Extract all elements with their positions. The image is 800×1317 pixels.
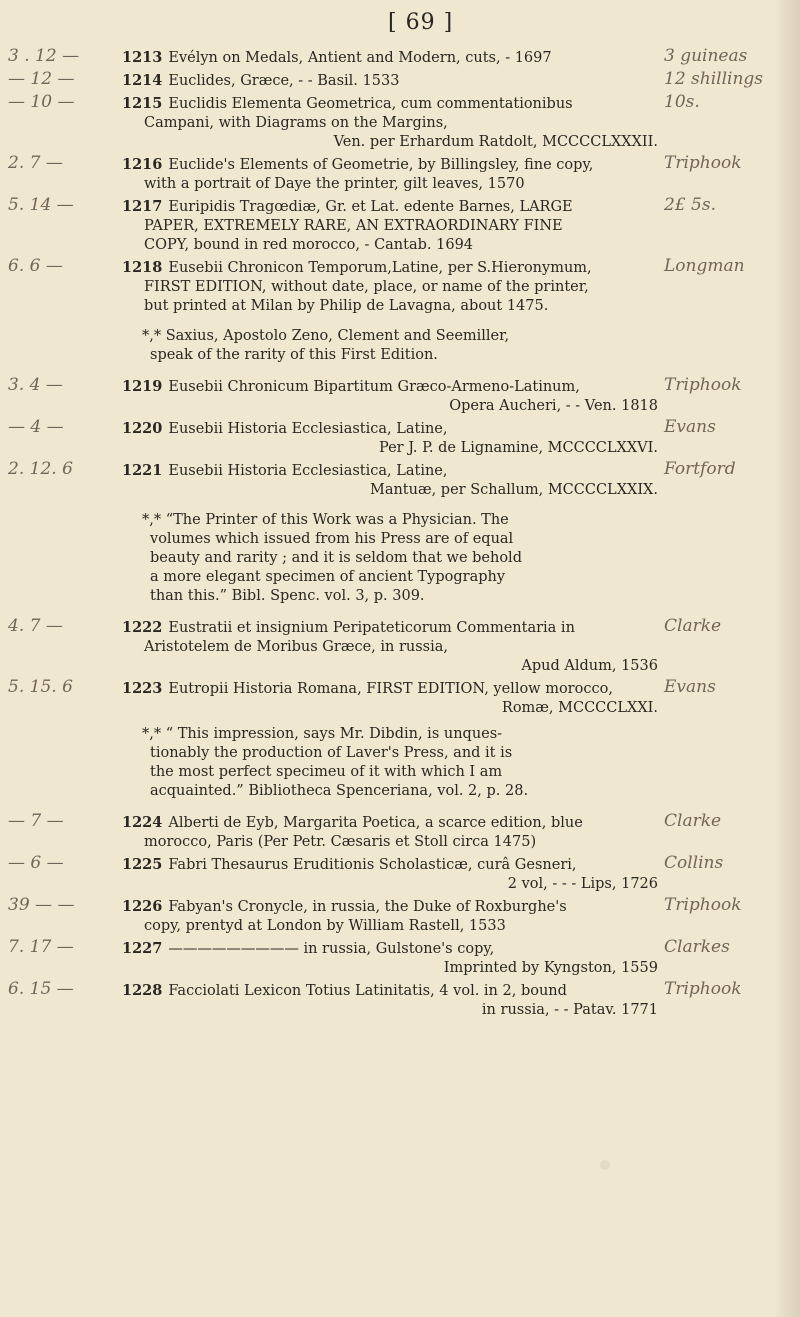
lot-title-line bbox=[122, 48, 662, 68]
margin-price-annotation: 7. 17 — bbox=[8, 937, 74, 957]
lot-text: Eusebii Chronicon Temporum,Latine, per S.Hieronymum, bbox=[168, 260, 592, 276]
lot-title-line bbox=[122, 679, 662, 699]
lot-number: 1223 bbox=[122, 680, 163, 697]
buyer-annotation: 3 guineas bbox=[664, 46, 748, 66]
buyer-annotation: Triphook bbox=[664, 979, 742, 999]
lot-title-line bbox=[122, 461, 662, 481]
lot-title-line bbox=[122, 939, 662, 959]
lot-number: 1228 bbox=[122, 982, 163, 999]
lot-title-line bbox=[122, 377, 662, 397]
bibliographic-note bbox=[142, 511, 662, 606]
buyer-annotation: 2£ 5s. bbox=[664, 195, 716, 215]
lot-title-line bbox=[122, 419, 662, 439]
lot-text: Euripidis Tragœdiæ, Gr. et Lat. edente Barnes, LARGE bbox=[168, 199, 573, 215]
note-line: beauty and rarity ; and it is seldom that we behold bbox=[150, 550, 522, 566]
lot-text: Aristotelem de Moribus Græce, in russia, bbox=[144, 639, 449, 655]
lot-text: PAPER, EXTREMELY RARE, AN EXTRAORDINARY FINE bbox=[144, 218, 563, 234]
lot-detail-line bbox=[122, 114, 662, 133]
note-line: the most perfect specimeu of it with which I am bbox=[150, 764, 503, 780]
lot-entry bbox=[122, 197, 662, 255]
lot-text: Opera Aucheri, - - Ven. 1818 bbox=[449, 398, 658, 414]
lot-text: Eusebii Chronicum Bipartitum Græco-Armeno-Latinum, bbox=[168, 379, 580, 395]
lot-number: 1215 bbox=[122, 95, 163, 112]
margin-price-annotation: — 10 — bbox=[8, 92, 75, 112]
lot-text: but printed at Milan by Philip de Lavagna, about 1475. bbox=[144, 298, 549, 314]
lot-text: Campani, with Diagrams on the Margins, bbox=[144, 115, 448, 131]
lot-detail-line bbox=[122, 278, 662, 297]
lot-detail-line bbox=[122, 638, 662, 657]
lot-title-line bbox=[122, 71, 662, 91]
buyer-annotation: Triphook bbox=[664, 153, 742, 173]
buyer-annotation: Evans bbox=[664, 677, 716, 697]
buyer-annotation: Clarke bbox=[664, 811, 722, 831]
lot-entry bbox=[122, 94, 662, 152]
lot-detail-line bbox=[122, 481, 662, 500]
lot-entry bbox=[122, 679, 662, 718]
lot-detail-line bbox=[122, 439, 662, 458]
lot-text: Eusebii Historia Ecclesiastica, Latine, bbox=[168, 463, 448, 479]
lot-title-line bbox=[122, 197, 662, 217]
lot-detail-line bbox=[122, 959, 662, 978]
margin-price-annotation: 5. 15. 6 bbox=[8, 677, 73, 697]
lot-detail-line bbox=[122, 397, 662, 416]
buyer-annotation: Triphook bbox=[664, 375, 742, 395]
lot-entry bbox=[122, 419, 662, 458]
lot-text: Eustratii et insignium Peripateticorum Commentaria in bbox=[168, 620, 575, 636]
lot-text: Fabri Thesaurus Eruditionis Scholasticæ, curâ Gesneri, bbox=[168, 857, 577, 873]
lot-text: Alberti de Eyb, Margarita Poetica, a scarce edition, blue bbox=[168, 815, 583, 831]
lot-number: 1225 bbox=[122, 856, 163, 873]
margin-price-annotation: — 6 — bbox=[8, 853, 64, 873]
lot-detail-line bbox=[122, 175, 662, 194]
note-line: *,* “ This impression, says Mr. Dibdin, is unques- bbox=[142, 726, 503, 742]
lot-entry bbox=[122, 939, 662, 978]
note-line: tionably the production of Laver's Press, and it is bbox=[150, 745, 513, 761]
note-line: than this.” Bibl. Spenc. vol. 3, p. 309. bbox=[150, 588, 425, 604]
lot-entry bbox=[122, 981, 662, 1020]
lot-text: in russia, - - Patav. 1771 bbox=[481, 1002, 658, 1018]
lot-text: Per J. P. de Lignamine, MCCCCLXXVI. bbox=[378, 440, 658, 456]
lot-entry bbox=[122, 258, 662, 316]
margin-price-annotation: 6. 15 — bbox=[8, 979, 74, 999]
buyer-annotation: Fortford bbox=[664, 459, 736, 479]
lot-entry bbox=[122, 897, 662, 936]
margin-price-annotation: 3 . 12 — bbox=[8, 46, 80, 66]
lot-title-line bbox=[122, 855, 662, 875]
bibliographic-note bbox=[142, 725, 662, 801]
lot-number: 1218 bbox=[122, 259, 163, 276]
lot-text: 2 vol, - - - Lips, 1726 bbox=[507, 876, 658, 892]
lot-text: Facciolati Lexicon Totius Latinitatis, 4 vol. in 2, bound bbox=[168, 983, 567, 999]
margin-price-annotation: 2. 12. 6 bbox=[8, 459, 73, 479]
lot-number: 1214 bbox=[122, 72, 163, 89]
foxing-spot bbox=[600, 1160, 610, 1170]
buyer-annotation: 12 shillings bbox=[664, 69, 764, 89]
lot-entry bbox=[122, 813, 662, 852]
lot-detail-line bbox=[122, 875, 662, 894]
lot-number: 1224 bbox=[122, 814, 163, 831]
lot-number: 1216 bbox=[122, 156, 163, 173]
lot-text: morocco, Paris (Per Petr. Cæsaris et Stoll circa 1475) bbox=[144, 834, 537, 850]
note-line: a more elegant specimen of ancient Typography bbox=[150, 569, 506, 585]
lot-number: 1226 bbox=[122, 898, 163, 915]
buyer-annotation: Longman bbox=[664, 256, 745, 276]
lot-detail-line bbox=[122, 133, 662, 152]
note-line: acquainted.” Bibliotheca Spenceriana, vol. 2, p. 28. bbox=[150, 783, 529, 799]
lot-text: FIRST EDITION, without date, place, or name of the printer, bbox=[144, 279, 589, 295]
lot-title-line bbox=[122, 618, 662, 638]
page-number: [ 69 ] bbox=[388, 10, 454, 35]
lot-detail-line bbox=[122, 699, 662, 718]
lot-text: Euclides, Græce, - - Basil. 1533 bbox=[168, 73, 400, 89]
margin-price-annotation: — 4 — bbox=[8, 417, 64, 437]
lot-number: 1213 bbox=[122, 49, 163, 66]
lot-text: Fabyan's Cronycle, in russia, the Duke of Roxburghe's bbox=[168, 899, 567, 915]
lot-title-line bbox=[122, 897, 662, 917]
lot-detail-line bbox=[122, 236, 662, 255]
lot-number: 1221 bbox=[122, 462, 163, 479]
lot-entry bbox=[122, 155, 662, 194]
lot-title-line bbox=[122, 258, 662, 278]
lot-text: copy, prentyd at London by William Rastell, 1533 bbox=[144, 918, 506, 934]
note-line: speak of the rarity of this First Edition. bbox=[150, 347, 438, 363]
lot-text: Imprinted by Kyngston, 1559 bbox=[443, 960, 658, 976]
lot-text: ————————— in russia, Gulstone's copy, bbox=[168, 941, 495, 957]
lot-text: with a portrait of Daye the printer, gilt leaves, 1570 bbox=[144, 176, 525, 192]
margin-price-annotation: 5. 14 — bbox=[8, 195, 74, 215]
lot-entry bbox=[122, 377, 662, 416]
lot-number: 1222 bbox=[122, 619, 163, 636]
margin-price-annotation: — 7 — bbox=[8, 811, 64, 831]
lot-entry bbox=[122, 461, 662, 500]
lot-title-line bbox=[122, 94, 662, 114]
buyer-annotation: Clarkes bbox=[664, 937, 730, 957]
lot-entry bbox=[122, 71, 662, 91]
lot-text: Eusebii Historia Ecclesiastica, Latine, bbox=[168, 421, 448, 437]
lot-text: Apud Aldum, 1536 bbox=[521, 658, 658, 674]
lot-text: Eutropii Historia Romana, FIRST EDITION, yellow morocco, bbox=[168, 681, 613, 697]
lot-detail-line bbox=[122, 833, 662, 852]
bibliographic-note bbox=[142, 327, 662, 365]
lot-text: Euclide's Elements of Geometrie, by Billingsley, fine copy, bbox=[168, 157, 594, 173]
lot-entry bbox=[122, 618, 662, 676]
lot-detail-line bbox=[122, 657, 662, 676]
lot-detail-line bbox=[122, 217, 662, 236]
lot-detail-line bbox=[122, 297, 662, 316]
buyer-annotation: Evans bbox=[664, 417, 716, 437]
lot-text: Romæ, MCCCCLXXI. bbox=[501, 700, 658, 716]
lot-number: 1219 bbox=[122, 378, 163, 395]
note-line: volumes which issued from his Press are of equal bbox=[150, 531, 514, 547]
lot-text: Euclidis Elementa Geometrica, cum commentationibus bbox=[168, 96, 573, 112]
lot-entry bbox=[122, 855, 662, 894]
margin-price-annotation: 39 — — bbox=[8, 895, 75, 915]
lot-title-line bbox=[122, 155, 662, 175]
lot-text: Mantuæ, per Schallum, MCCCCLXXIX. bbox=[369, 482, 658, 498]
margin-price-annotation: 4. 7 — bbox=[8, 616, 63, 636]
lot-number: 1227 bbox=[122, 940, 163, 957]
buyer-annotation: 10s. bbox=[664, 92, 700, 112]
margin-price-annotation: — 12 — bbox=[8, 69, 75, 89]
margin-price-annotation: 2. 7 — bbox=[8, 153, 63, 173]
lot-number: 1217 bbox=[122, 198, 163, 215]
lot-detail-line bbox=[122, 917, 662, 936]
buyer-annotation: Clarke bbox=[664, 616, 722, 636]
lot-title-line bbox=[122, 981, 662, 1001]
buyer-annotation: Collins bbox=[664, 853, 724, 873]
margin-price-annotation: 6. 6 — bbox=[8, 256, 63, 276]
lot-text: Ven. per Erhardum Ratdolt, MCCCCLXXXII. bbox=[333, 134, 658, 150]
lot-title-line bbox=[122, 813, 662, 833]
lot-entry bbox=[122, 48, 662, 68]
margin-price-annotation: 3. 4 — bbox=[8, 375, 63, 395]
lot-text: Evélyn on Medals, Antient and Modern, cuts, - 1697 bbox=[168, 50, 552, 66]
note-line: *,* “The Printer of this Work was a Physician. The bbox=[142, 512, 509, 528]
note-line: *,* Saxius, Apostolo Zeno, Clement and Seemiller, bbox=[142, 328, 510, 344]
lot-detail-line bbox=[122, 1001, 662, 1020]
buyer-annotation: Triphook bbox=[664, 895, 742, 915]
lot-text: COPY, bound in red morocco, - Cantab. 1694 bbox=[144, 237, 474, 253]
lot-number: 1220 bbox=[122, 420, 163, 437]
